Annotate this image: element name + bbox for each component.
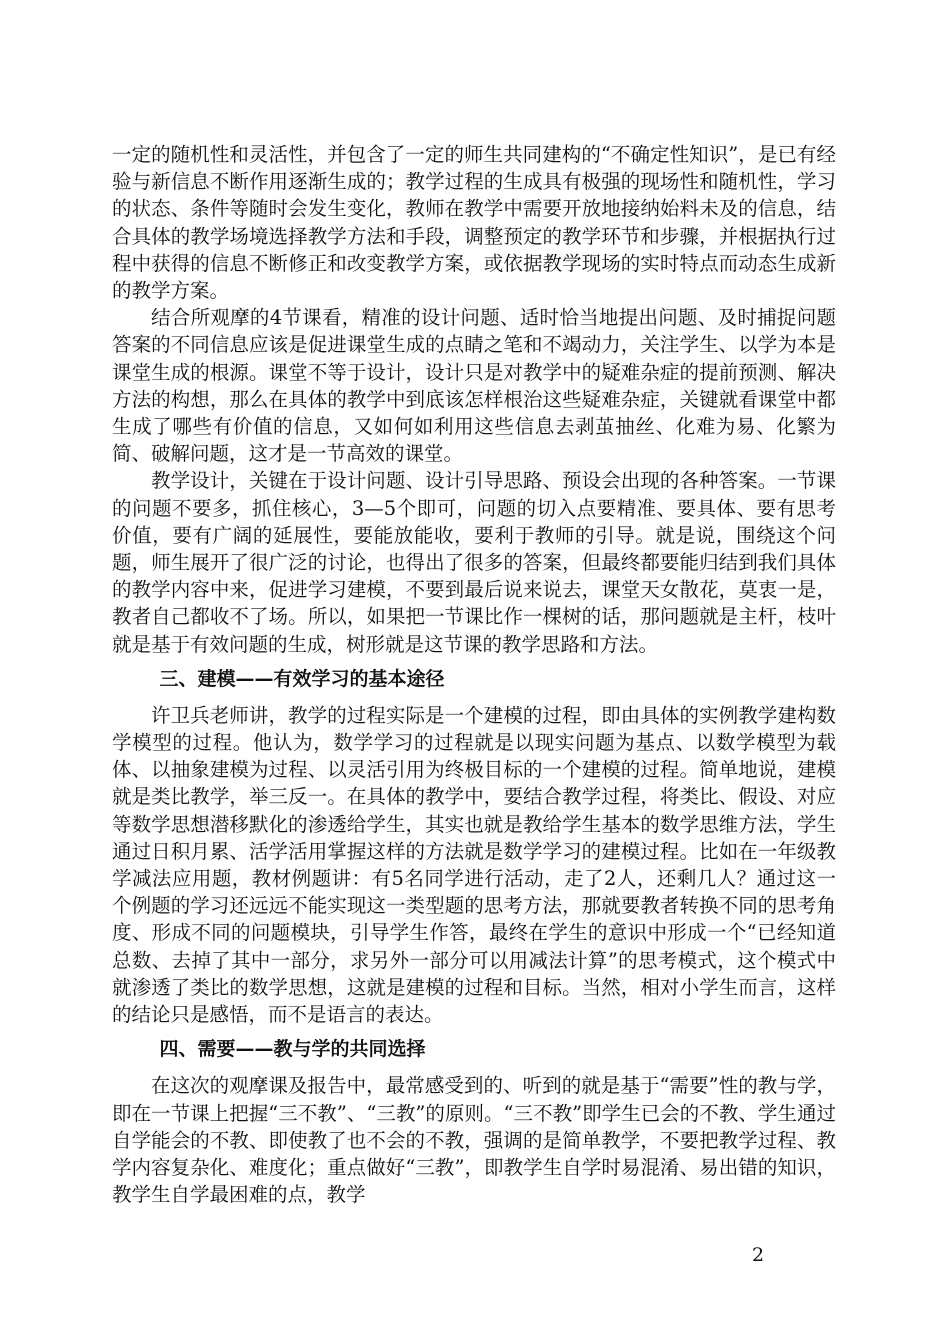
page-number: 2: [752, 1244, 765, 1266]
paragraph-teaching-design: 教学设计，关键在于设计问题、设计引导思路、预设会出现的各种答案。一节课的问题不要多，抓住核心，3—5个即可，问题的切入点要精准、要具体、要有思考价值，要有广阔的延展性，要能放能收，要利于教师的引导。就是说，围绕这个问题，师生展开了很广泛的讨论，也得出了很多的答案，但最终都要能归结到我们具体的教学内容中来，促进学习建模，不要到最后说来说去，课堂天女散花，莫衷一是，教者自己都收不了场。所以，如果把一节课比作一棵树的话，那问题就是主杆，枝叶就是基于有效问题的生成，树形就是这节课的教学思路和方法。: [112, 469, 836, 656]
section-heading-modeling: 三、建模——有效学习的基本途径: [159, 667, 445, 690]
document-body: [112, 141, 836, 1208]
paragraph-needs: 在这次的观摩课及报告中，最常感受到的、听到的就是基于“需要”性的教与学，即在一节课上把握“三不教”、“三教”的原则。“三不教”即学生已会的不教、学生通过自学能会的不教、即使教了也不会的不教，强调的是简单教学，不要把教学过程、教学内容复杂化、难度化；重点做好“三教”，即教学生自学时易混淆、易出错的知识，教学生自学最困难的点，教学: [112, 1074, 836, 1207]
paragraph-classroom-generation: 结合所观摩的4节课看，精准的设计问题、适时恰当地提出问题、及时捕捉问题答案的不同信息应该是促进课堂生成的点睛之笔和不竭动力，关注学生、以学为本是课堂生成的根源。课堂不等于设计，设计只是对教学中的疑难杂症的提前预测、解决方法的构想，那么在具体的教学中到底该怎样根治这些疑难杂症，关键就看课堂中都生成了哪些有价值的信息，又如何如利用这些信息去剥茧抽丝、化难为易、化繁为简、破解问题，这才是一节高效的课堂。: [112, 306, 836, 466]
paragraph-modeling: 许卫兵老师讲，教学的过程实际是一个建模的过程，即由具体的实例教学建构数学模型的过程。他认为，数学学习的过程就是以现实问题为基点、以数学模型为载体、以抽象建模为过程、以灵活引用为终极目标的一个建模的过程。简单地说，建模就是类比教学，举三反一。在具体的教学中，要结合教学过程，将类比、假设、对应等数学思想潜移默化的渗透给学生，其实也就是教给学生基本的数学思维方法，学生通过日积月累、活学活用掌握这样的方法就是数学学习的建模过程。比如在一年级教学减法应用题，教材例题讲：有5名同学进行活动，走了2人，还剩几人？通过这一个例题的学习还远远不能实现这一类型题的思考方法，那就要教者转换不同的思考角度、形成不同的问题模块，引导学生作答，最终在学生的意识中形成一个“已经知道总数、去掉了其中一部分，求另外一部分可以用减法计算”的思考模式，这个模式中就渗透了类比的数学思想，这就是建模的过程和目标。当然，相对小学生而言，这样的结论只是感悟，而不是语言的表达。: [112, 703, 836, 1027]
section-heading-needs: 四、需要——教与学的共同选择: [159, 1038, 426, 1061]
paragraph-continuation: 一定的随机性和灵活性，并包含了一定的师生共同建构的“不确定性知识”，是已有经验与新信息不断作用逐渐生成的；教学过程的生成具有极强的现场性和随机性，学习的状态、条件等随时会发生变化，教师在教学中需要开放地接纳始料未及的信息，结合具体的教学场境选择教学方法和手段，调整预定的教学环节和步骤，并根据执行过程中获得的信息不断修正和改变教学方案，或依据教学现场的实时特点而动态生成新的教学方案。: [112, 143, 836, 303]
